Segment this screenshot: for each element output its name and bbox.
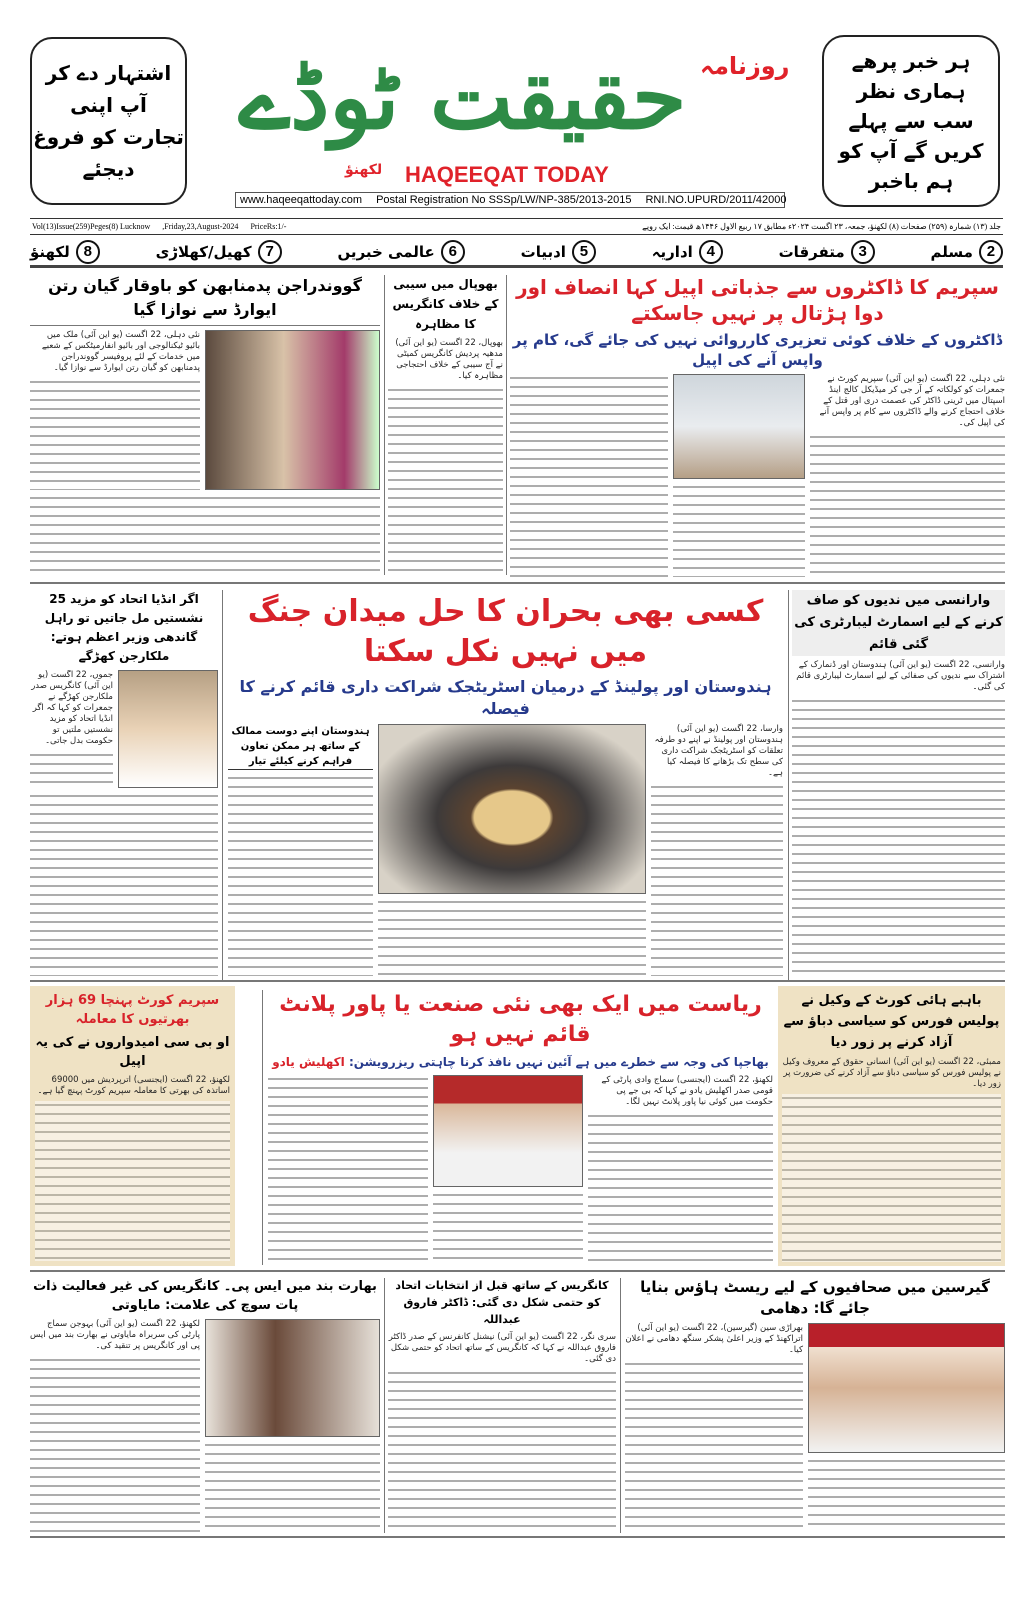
story-sc-doctors xyxy=(510,274,1005,577)
story-varanasi xyxy=(792,590,1005,976)
story-columns xyxy=(30,330,380,490)
ad-line: آپ اپنی xyxy=(70,93,147,117)
nav-item-sports[interactable] xyxy=(156,240,282,264)
story-column xyxy=(30,330,200,490)
story-column xyxy=(205,1319,380,1532)
logo-prefix: روزنامہ xyxy=(700,52,790,80)
ad-line: کریں گے آپ کو xyxy=(838,139,984,163)
rni-number: RNI.NO.UPURD/2011/42000 xyxy=(645,194,787,206)
nav-item-editorial[interactable] xyxy=(652,240,723,264)
story-snippet: لکھنؤ، 22 اگست (یو این آئی) بہوجن سماج پارٹی کی سربراہ مایاوتی نے بھارت بند میں ایس پی اور کانگریس پر تنقید کی۔ xyxy=(30,1319,200,1351)
headline-kharge: اگر انڈیا اتحاد کو مزید 25 نشستیں مل جاتیں تو راہل گاندھی وزیر اعظم ہوتے: ملکارجن کھڑگے xyxy=(44,592,204,663)
story-body xyxy=(433,1191,583,1266)
story-columns xyxy=(510,374,1005,577)
page-number: 8 xyxy=(76,240,100,264)
headline-sc-69000: سپریم کورٹ پہنچا 69 ہزار بھرتیوں کا معاملہ xyxy=(45,993,220,1027)
divider xyxy=(222,590,223,980)
website-link[interactable]: www.haqeeqattoday.com xyxy=(240,194,363,206)
ad-line: ہم باخبر xyxy=(868,169,954,193)
story-body xyxy=(378,898,646,976)
nav-item-literature[interactable] xyxy=(521,240,596,264)
subheadline-sc-69000: او بی سی امیدواروں نے کی یہ اپیل xyxy=(35,1035,230,1069)
headline-govindraj: گووندراجن پدمنابھن کو باوقار گیان رتن ایوارڈ سے نوازا گیا xyxy=(30,274,380,326)
story-congress-nc xyxy=(388,1277,616,1532)
ad-line: ہر خبر پرھے xyxy=(851,49,971,73)
nav-label: ادبیات xyxy=(520,242,566,261)
story-column xyxy=(433,1075,583,1266)
ad-line: ہماری نظر xyxy=(856,79,966,103)
registration-line xyxy=(235,192,785,208)
kharge-photo xyxy=(118,670,218,788)
story-body xyxy=(30,792,218,976)
story-column xyxy=(810,374,1005,577)
nav-item-world[interactable] xyxy=(337,240,464,264)
story-body xyxy=(782,1094,1001,1262)
story-columns xyxy=(268,1075,773,1266)
story-govindraj xyxy=(30,274,380,577)
volume: Vol(13)Issue(259)Peges(8) Lucknow xyxy=(32,222,151,231)
divider xyxy=(620,1278,621,1533)
story-kharge xyxy=(30,590,218,976)
story-snippet: وارانسی، 22 اگست (یو این آئی) ہندوستان اور ڈنمارک کے اشتراک سے ندیوں کی صفائی کے لیے اسمارٹ لیبارٹری قائم کی گئی۔ xyxy=(796,660,1005,692)
price: PriceRs:1/- xyxy=(250,222,287,231)
story-snippet: بھراڑی سین (گیرسین)، 22 اگست (یو این آئی) اتراکھنڈ کے وزیر اعلیٰ پشکر سنگھ دھامی نے اعلان کیا۔ xyxy=(625,1323,803,1355)
divider xyxy=(262,990,263,1265)
story-body xyxy=(510,374,668,577)
story-body xyxy=(30,494,380,577)
divider xyxy=(30,980,1005,982)
page-number: 6 xyxy=(441,240,465,264)
headline-mayawati: بھارت بند میں ایس پی۔ کانگریس کی غیر فعالیت ذات پات سوچ کی علامت: مایاوتی xyxy=(33,1279,377,1313)
logo-city: لکھنؤ xyxy=(345,162,383,178)
subheadline-poland: ہندوستان اور پولینڈ کے درمیان اسٹریٹجک شراکت داری قائم کرنے کا فیصلہ xyxy=(239,677,772,718)
ad-line: اشتہار دے کر xyxy=(45,61,172,85)
story-mayawati xyxy=(30,1277,380,1532)
story-column xyxy=(268,1075,428,1266)
story-body xyxy=(808,1457,1005,1532)
postal-reg: Postal Registration No SSSp/LW/NP-385/2013-2015 xyxy=(376,194,632,206)
story-body xyxy=(30,751,113,788)
story-snippet: نئی دہلی، 22 اگست (یو این آئی) ملک میں بائیو ٹیکنالوجی اور بائیو انفارمیٹکس کے شعبے میں خدمات کے لئے پروفیسر گووندراجن پدمنابھن کو گیان رتن ایوارڈ سے نوازا گیا۔ xyxy=(41,330,200,373)
headline-sc-doctors: سپریم کا ڈاکٹروں سے جذباتی اپیل کہا انصاف اور دوا ہڑتال پر نہیں جاسکتے xyxy=(516,275,999,325)
story-column xyxy=(588,1075,773,1266)
award-photo xyxy=(205,330,380,490)
headline-police: باہبے ہائی کورٹ کے وکیل نے پولیس فورس کو سیاسی دباؤ سے آزاد کرنے پر زور دیا xyxy=(783,993,1000,1050)
headline-congress-nc: کانگریس کے ساتھ قبل از انتخابات اتحاد کو حتمی شکل دی گئی: ڈاکٹر فاروق عبداللہ xyxy=(395,1279,609,1326)
story-body xyxy=(810,433,1005,577)
nav-item-lucknow[interactable] xyxy=(30,240,100,264)
story-body xyxy=(792,697,1005,976)
story-body xyxy=(30,378,200,490)
urdu-dateline: جلد (۱۳) شمارہ (۲۵۹) صفحات (۸) لکھنؤ، جمعہ، ۲۳ اگست ۲۰۲۴ء مطابق ۱۷ ربیع الاول ۱۴۴۶ھ قیمت: ایک روپے xyxy=(642,222,1001,231)
headline-poland: کسی بھی بحران کا حل میدان جنگ میں نہیں نکل سکتا xyxy=(247,594,764,669)
story-body xyxy=(388,1369,616,1532)
story-police xyxy=(778,986,1005,1266)
story-column xyxy=(228,724,373,976)
story-column xyxy=(510,374,668,577)
dhami-photo xyxy=(808,1323,1005,1453)
story-columns xyxy=(30,670,218,788)
headline-bhopal: بھوپال میں سیبی کے خلاف کانگریس کا مظاہرہ xyxy=(392,277,499,331)
story-body xyxy=(228,774,373,976)
ad-line: تجارت کو فروغ xyxy=(33,125,184,149)
headline-dhami: گیرسین میں صحافیوں کے لیے ریسٹ ہاؤس بنایا جائے گا: دھامی xyxy=(640,1278,990,1317)
story-body xyxy=(651,783,783,976)
story-dhami xyxy=(625,1277,1005,1532)
story-akhilesh xyxy=(268,990,773,1266)
divider xyxy=(30,582,1005,584)
page-number: 3 xyxy=(851,240,875,264)
nav-item-muslim[interactable] xyxy=(931,240,1003,264)
quote-box: ہندوستان اپنے دوست ممالک کے ساتھ ہر ممکن تعاون فراہم کرنے کیلئے تیار xyxy=(228,724,373,770)
story-snippet: سری نگر، 22 اگست (یو این آئی) نیشنل کانفرنس کے صدر ڈاکٹر فاروق عبداللہ نے کہا کہ کانگریس کے ساتھ اتحاد کو حتمی شکل دی گئی۔ xyxy=(388,1332,616,1364)
story-columns xyxy=(228,724,783,976)
headline-akhilesh: ریاست میں ایک بھی نئی صنعت یا پاور پلانٹ قائم نہیں ہو xyxy=(279,992,762,1047)
divider xyxy=(384,1278,385,1533)
story-sc-69000 xyxy=(30,986,235,1266)
story-column xyxy=(651,724,783,976)
story-column xyxy=(378,724,646,976)
story-body xyxy=(30,1356,200,1532)
story-body xyxy=(588,1112,773,1266)
story-columns xyxy=(625,1323,1005,1532)
section-nav xyxy=(30,238,1003,268)
story-column xyxy=(30,1319,200,1532)
divider xyxy=(30,1270,1005,1272)
page-number: 5 xyxy=(572,240,596,264)
story-snippet: نئی دہلی، 22 اگست (یو این آئی) سپریم کورٹ نے جمعرات کو کولکاتہ کے آر جی کر میڈیکل کالج اینڈ اسپتال میں ٹرینی ڈاکٹر کی عصمت دری اور قتل کے خلاف احتجاج کرنے والے ڈاکٹروں سے کام پر واپس آنے کی اپیل کی۔ xyxy=(819,374,1005,428)
left-ad-box xyxy=(30,37,187,205)
story-body xyxy=(388,386,503,577)
divider xyxy=(30,1536,1005,1538)
page-number: 7 xyxy=(258,240,282,264)
nav-label: مسلم xyxy=(930,242,973,261)
story-body xyxy=(625,1360,803,1532)
nav-item-mutafarriqat[interactable] xyxy=(779,240,875,264)
story-snippet: بھوپال، 22 اگست (یو این آئی) مدھیہ پردیش کانگریس کمیٹی نے آج سیبی کے خلاف احتجاجی مظاہرہ کیا۔ xyxy=(395,338,503,381)
story-snippet: ممبئی، 22 اگست (یو این آئی) انسانی حقوق کے معروف وکیل نے پولیس فورس کو سیاسی دباؤ سے آزاد کرنے کی ضرورت پر زور دیا۔ xyxy=(782,1057,1001,1089)
story-snippet: لکھنؤ، 22 اگست (ایجنسی) اترپردیش میں 69000 اساتذہ کی بھرتی کا معاملہ سپریم کورٹ پہنچ گیا ہے۔ xyxy=(37,1075,230,1096)
story-poland xyxy=(228,592,783,976)
issue-strip xyxy=(30,218,1003,235)
nav-label: متفرقات xyxy=(778,242,845,261)
logo: حقیقت ٹوڈے xyxy=(238,45,687,149)
meeting-photo xyxy=(378,724,646,894)
subheadline-sc-doctors: ڈاکٹروں کے خلاف کوئی تعزیری کارروائی نہیں کی جائے گی، کام پر واپس آنے کی اپیل xyxy=(512,331,1003,369)
story-body xyxy=(35,1101,230,1261)
right-ad-box xyxy=(822,35,1000,207)
date: ,Friday,23,August-2024 xyxy=(162,222,239,231)
story-snippet: وارسا، 22 اگست (یو این آئی) ہندوستان اور پولینڈ نے اپنے دو طرفہ تعلقات کو اسٹریٹجک شراکت داری کی سطح تک بڑھانے کا فیصلہ کیا ہے۔ xyxy=(654,724,783,778)
story-body xyxy=(205,1441,380,1532)
divider xyxy=(506,275,507,575)
subheadline-text: بھاجپا کی وجہ سے خطرے میں ہے آئین نہیں نافذ کرنا چاہتی ریزرویشن: xyxy=(348,1055,769,1069)
story-column xyxy=(625,1323,803,1532)
supreme-court-photo xyxy=(673,374,805,479)
akhilesh-photo xyxy=(433,1075,583,1187)
story-column xyxy=(808,1323,1005,1532)
nav-label: لکھنؤ xyxy=(30,242,70,261)
nav-label: اداریہ xyxy=(651,242,693,261)
story-column xyxy=(30,670,113,788)
divider xyxy=(788,590,789,980)
nav-label: کھیل/کھلاڑی xyxy=(155,242,252,261)
story-snippet: لکھنؤ، 22 اگست (ایجنسی) سماج وادی پارٹی کے قومی صدر اکھلیش یادو نے کہا کہ بی جے پی حکومت میں کوئی نیا پاور پلانٹ نہیں لگا۔ xyxy=(601,1075,773,1107)
story-columns xyxy=(30,1319,380,1532)
ad-line: دیجئے xyxy=(82,157,135,181)
story-snippet: جموں، 22 اگست (یو این آئی) کانگریس صدر ملکارجن کھڑگے نے جمعرات کو کہا کہ اگر انڈیا اتحاد کو مزید نشستیں ملتیں تو حکومت بدل جاتی۔ xyxy=(31,670,113,746)
divider xyxy=(384,275,385,575)
story-body xyxy=(673,483,805,577)
nav-label: عالمی خبریں xyxy=(337,242,435,261)
subheadline-name: اکھلیش یادو xyxy=(272,1055,345,1069)
subheadline-akhilesh xyxy=(268,1054,773,1071)
page-number: 4 xyxy=(699,240,723,264)
story-column xyxy=(673,374,805,577)
story-bhopal xyxy=(388,274,503,577)
story-body xyxy=(268,1075,428,1266)
ad-line: سب سے پہلے xyxy=(848,109,974,133)
mayawati-photo xyxy=(205,1319,380,1437)
logo-english: HAQEEQAT TODAY xyxy=(405,162,609,187)
headline-varanasi: وارانسی میں ندیوں کو صاف کرنے کے لیے اسمارٹ لیبارٹری کی گئی قائم xyxy=(792,590,1005,656)
page-number: 2 xyxy=(979,240,1003,264)
